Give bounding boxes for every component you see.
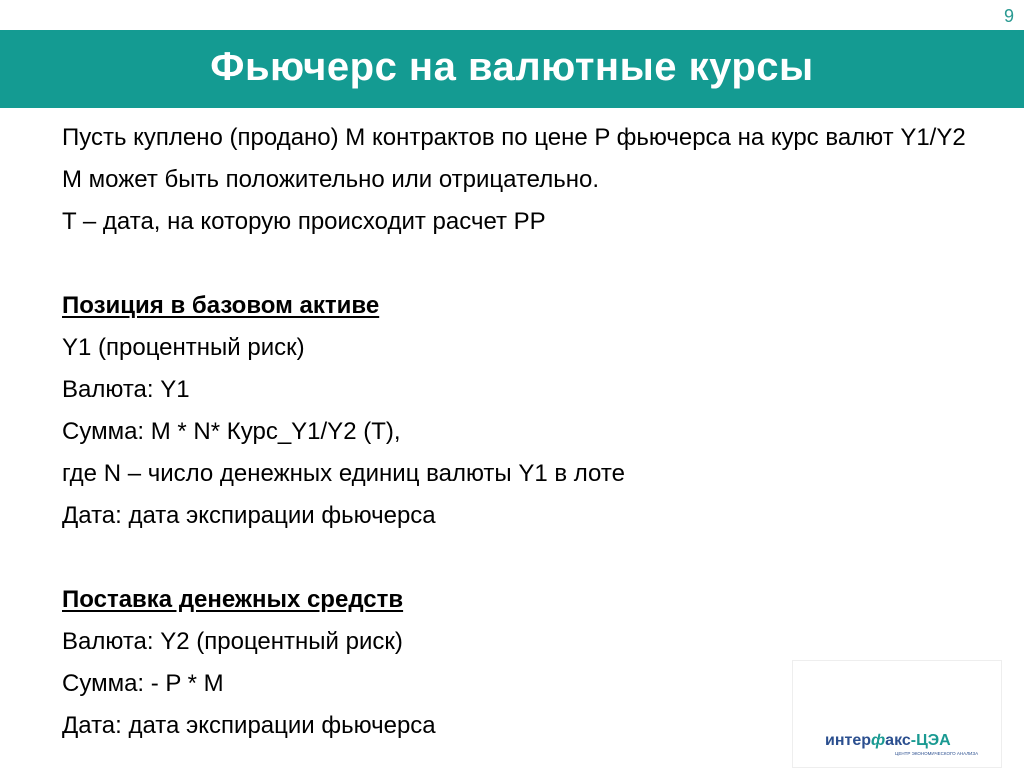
logo-text-3: акс xyxy=(885,732,911,749)
intro-line-1: Пусть куплено (продано) M контрактов по цене P фьючерса на курс валют Y1/Y2 xyxy=(62,124,966,151)
spacer xyxy=(62,250,982,292)
cash-delivery-line-3: Дата: дата экспирации фьючерса xyxy=(62,712,436,739)
cash-delivery-line-1: Валюта: Y2 (процентный риск) xyxy=(62,628,403,655)
base-asset-heading: Позиция в базовом активе xyxy=(62,292,380,319)
logo-text-1: интер xyxy=(825,732,872,749)
logo-text-4: -ЦЭА xyxy=(910,732,951,749)
intro-line-2: M может быть положительно или отрицательно. xyxy=(62,166,600,193)
slide-title: Фьючерс на валютные курсы xyxy=(210,44,814,89)
logo-box xyxy=(792,660,1002,768)
base-asset-line-5: Дата: дата экспирации фьючерса xyxy=(62,502,436,529)
logo-subtitle: ЦЕНТР ЭКОНОМИЧЕСКОГО АНАЛИЗА xyxy=(895,751,979,756)
svg-text:интерфакс-ЦЭА xyxy=(825,732,951,749)
base-asset-line-4: где N – число денежных единиц валюты Y1 в лоте xyxy=(62,460,625,487)
cash-delivery-heading: Поставка денежных средств xyxy=(62,586,404,613)
title-bar xyxy=(0,30,1024,108)
interfax-cea-logo xyxy=(825,725,985,759)
base-asset-line-3: Сумма: M * N* Курс_Y1/Y2 (T), xyxy=(62,418,401,445)
logo-text-2: ф xyxy=(871,732,886,749)
base-asset-line-1: Y1 (процентный риск) xyxy=(62,334,305,361)
base-asset-line-2: Валюта: Y1 xyxy=(62,376,190,403)
page-number: 9 xyxy=(1003,6,1014,26)
cash-delivery-line-2: Сумма: - P * M xyxy=(62,670,224,697)
intro-line-3: T – дата, на которую происходит расчет PP xyxy=(62,208,546,235)
spacer xyxy=(62,544,982,586)
